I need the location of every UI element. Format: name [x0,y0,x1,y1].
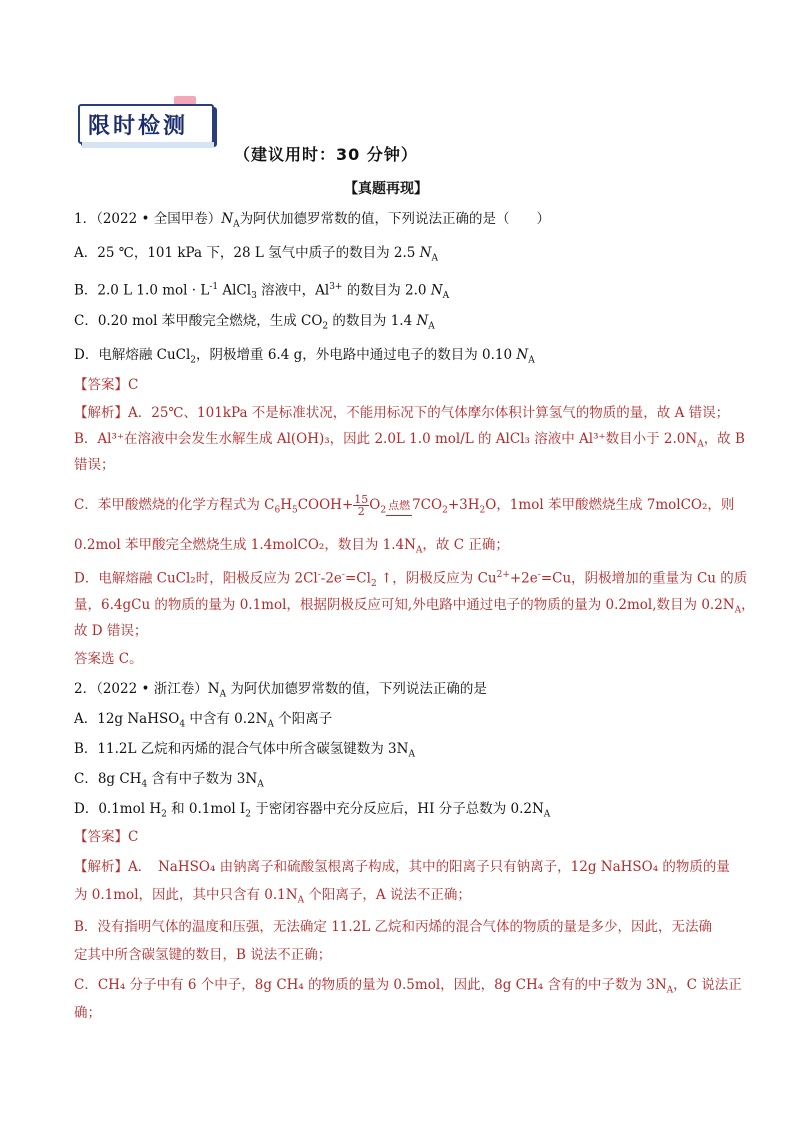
q2-option-a: A．12g NaHSO$_4$ 中含有 $0.2N_A$ 个阳离子 [74,711,333,730]
recommend-time: （建议用时：30 分钟） [234,145,418,164]
q1-explanation-d2: 量，6.4gCu 的物质的量为 0.1mol，根据阴极反应可知,外电路中通过电子的物质的量为 0.2mol,数目为 $0.2N_A$， [74,597,755,616]
fraction: $\frac{15}{2}$ [354,493,369,518]
q1-explanation-a: 【解析】A．25℃、101kPa 不是标准状况，不能用标况下的气体摩尔体积计算氢气的物质的量，故 A 错误； [74,405,730,421]
q2-explanation-c2: 确； [74,1005,101,1021]
q1-option-a: A．25 ℃，101 kPa 下，28 L 氢气中质子的数目为 2.5 $N_A$ [74,245,438,264]
q1-option-d: D．电解熔融 CuCl$_2$，阴极增重 6.4 g，外电路中通过电子的数目为 0.10 $N_A$ [74,347,535,366]
q2-explanation-a2: 为 0.1mol，因此，其中只含有 $0.1N_A$ 个阳离子，A 说法不正确； [74,887,471,906]
q2-explanation-a1: 【解析】A． NaHSO₄ 由钠离子和硫酸氢根离子构成，其中的阳离子只有钠离子，12g NaHSO₄ 的物质的量 [74,859,730,875]
q1-explanation-c2: 0.2mol 苯甲酸完全燃烧生成 1.4molCO₂，数目为 $1.4N_A$，故 C 正确； [74,537,509,556]
reaction-arrow-icon: 点燃 [386,497,412,516]
q2-option-b: B．11.2L 乙烷和丙烯的混合气体中所含碳氢键数为 $3N_A$ [74,741,415,760]
q2-answer: 【答案】C [74,829,139,845]
q2-stem: 2．（2022 • 浙江卷）$N_A$ 为阿伏加德罗常数的值，下列说法正确的是 [74,681,487,700]
underline-tape [82,142,214,148]
q1-explanation-d1: D．电解熔融 CuCl₂时，阳极反应为 $2Cl^--2e^-=Cl_2$ ↑，阴极反应为 $Cu^{2+}+2e^-=Cu$，阴极增加的重量为 Cu 的质 [74,570,748,590]
badge-text: 限时检测 [88,114,189,139]
q1-answer: 【答案】C [74,377,139,393]
q2-explanation-b1: B．没有指明气体的温度和压强，无法确定 11.2L 乙烷和丙烯的混合气体的物质的量是多少，因此，无法确 [74,919,713,935]
q1-option-c: C．0.20 mol 苯甲酸完全燃烧，生成 $CO_2$ 的数目为 1.4 $N_A$ [74,313,435,332]
q1-explanation-c1: C．苯甲酸燃烧的化学方程式为 $C_6H_5COOH+$ $\frac{15}{2}$ $O_2$ 点燃 $7CO_2+3H_2O$，1mol 苯甲酸燃烧生成 7molCO₂，则 [74,493,735,518]
q1-stem: 1．（2022 • 全国甲卷）$N_A$为阿伏加德罗常数的值，下列说法正确的是（ ） [74,211,551,230]
q1-conclusion: 答案选 C。 [74,651,143,667]
section-title: 【真题再现】 [344,181,428,197]
q1-option-b: B．2.0 L 1.0 mol · $L^{-1}$ AlCl$_3$ 溶液中，$Al^{3+}$ 的数目为 2.0 $N_A$ [74,282,450,302]
header [78,100,214,140]
q1-explanation-b1: B．Al³⁺在溶液中会发生水解生成 Al(OH)₃，因此 2.0L 1.0 mol/L 的 AlCl₃ 溶液中 Al³⁺数目小于 $2.0N_A$，故 B [74,431,745,450]
q2-explanation-b2: 定其中所含碳氢键的数目，B 说法不正确； [74,947,332,963]
q2-explanation-c1: C．CH₄ 分子中有 6 个中子，8g CH₄ 的物质的量为 0.5mol，因此，8g CH₄ 含有的中子数为 $3N_A$，C 说法正 [74,977,742,996]
q1-explanation-d3: 故 D 错误； [74,623,148,639]
q2-option-c: C．8g $CH_4$ 含有中子数为 $3N_A$ [74,771,264,790]
q2-option-d: D．0.1mol $H_2$ 和 0.1mol $I_2$ 于密闭容器中充分反应后，HI 分子总数为 $0.2N_A$ [74,801,551,820]
section-badge [78,100,214,140]
q1-explanation-b2: 错误； [74,457,115,473]
